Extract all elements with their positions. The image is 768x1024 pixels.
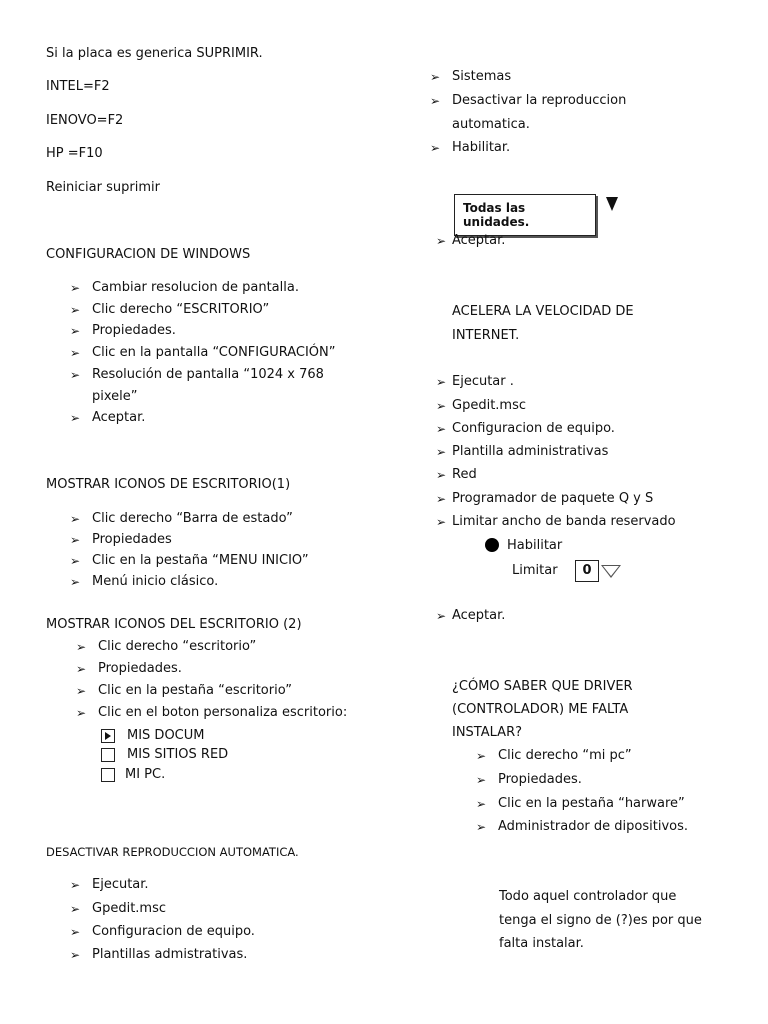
arrow-icon: ➢	[76, 662, 87, 676]
list-item: ➢ Aceptar.	[436, 608, 506, 623]
list-item: ➢ Configuracion de equipo.	[436, 421, 615, 436]
arrow-icon: ➢	[476, 797, 487, 811]
list-item: ➢ Cambiar resolucion de pantalla.	[70, 280, 299, 295]
list-item: ➢ Desactivar la reproduccion	[430, 93, 627, 108]
arrow-icon: ➢	[436, 375, 447, 389]
arrow-icon: ➢	[70, 368, 81, 382]
arrow-icon: ➢	[476, 749, 487, 763]
list-item: ➢ Propiedades.	[70, 323, 176, 338]
checkbox-icon[interactable]	[101, 768, 115, 782]
list-item: ➢ Propiedades.	[76, 661, 182, 676]
arrow-icon: ➢	[436, 468, 447, 482]
section-title: (CONTROLADOR) ME FALTA	[452, 702, 629, 717]
arrow-icon: ➢	[70, 902, 81, 916]
list-item: ➢ Clic en el boton personaliza escritorio:	[76, 705, 348, 720]
list-item: ➢ Aceptar.	[436, 233, 506, 248]
arrow-icon: ➢	[70, 925, 81, 939]
section-title: ACELERA LA VELOCIDAD DE	[452, 304, 634, 319]
arrow-icon: ➢	[430, 70, 441, 84]
list-item: ➢ Clic en la pestaña “escritorio”	[76, 683, 292, 698]
arrow-icon: ➢	[70, 948, 81, 962]
section-title: CONFIGURACION DE WINDOWS	[46, 247, 251, 262]
list-item: ➢ Plantilla administrativas	[436, 444, 609, 459]
list-item: ➢ Clic derecho “mi pc”	[476, 748, 632, 763]
arrow-icon: ➢	[476, 773, 487, 787]
arrow-icon: ➢	[70, 281, 81, 295]
limit-input[interactable]: 0	[575, 560, 599, 582]
list-item: ➢ Resolución de pantalla “1024 x 768	[70, 367, 324, 382]
section-title: MOSTRAR ICONOS DEL ESCRITORIO (2)	[46, 617, 302, 632]
list-item: ➢ Sistemas	[430, 69, 512, 84]
list-item: ➢ Limitar ancho de banda reservado	[436, 514, 676, 529]
arrow-icon: ➢	[70, 324, 81, 338]
arrow-icon: ➢	[430, 94, 441, 108]
section-title: MOSTRAR ICONOS DE ESCRITORIO(1)	[46, 477, 291, 492]
section-title: ¿CÓMO SABER QUE DRIVER	[452, 679, 633, 694]
note-line: falta instalar.	[499, 936, 584, 951]
arrow-icon: ➢	[436, 492, 447, 506]
arrow-icon: ➢	[436, 445, 447, 459]
arrow-icon: ➢	[436, 422, 447, 436]
dropdown-arrow-icon[interactable]	[601, 565, 621, 578]
section-title: INTERNET.	[452, 328, 520, 343]
intro-line: Si la placa es generica SUPRIMIR.	[46, 46, 263, 61]
list-item: ➢ Habilitar.	[430, 140, 511, 155]
list-item: ➢ Propiedades.	[476, 772, 582, 787]
checkbox-icon[interactable]	[101, 748, 115, 762]
list-item-continuation: automatica.	[452, 117, 530, 132]
intro-line: INTEL=F2	[46, 79, 110, 94]
note-line: Todo aquel controlador que	[499, 889, 677, 904]
list-item: ➢ Menú inicio clásico.	[70, 574, 219, 589]
list-item-continuation: pixele”	[92, 389, 138, 404]
arrow-icon: ➢	[436, 609, 447, 623]
arrow-icon: ➢	[70, 575, 81, 589]
arrow-icon: ➢	[436, 234, 447, 248]
list-item: ➢ Clic derecho “escritorio”	[76, 639, 257, 654]
arrow-icon: ➢	[476, 820, 487, 834]
checkbox-mi-pc[interactable]: MI PC.	[101, 766, 165, 784]
list-item: ➢ Propiedades	[70, 532, 172, 547]
checkbox-mis-docum[interactable]: MIS DOCUM	[101, 727, 205, 745]
drive-select[interactable]: Todas las unidades.	[454, 194, 596, 236]
list-item: ➢ Gpedit.msc	[70, 901, 167, 916]
dropdown-arrow-icon[interactable]	[606, 197, 618, 211]
checkbox-checked-icon[interactable]	[101, 729, 115, 743]
list-item: ➢ Plantillas admistrativas.	[70, 947, 248, 962]
checkbox-mis-sitios-red[interactable]: MIS SITIOS RED	[101, 746, 228, 764]
arrow-icon: ➢	[70, 346, 81, 360]
list-item: ➢ Gpedit.msc	[436, 398, 527, 413]
arrow-icon: ➢	[70, 411, 81, 425]
arrow-icon: ➢	[430, 141, 441, 155]
list-item: ➢ Configuracion de equipo.	[70, 924, 255, 939]
arrow-icon: ➢	[70, 878, 81, 892]
list-item: ➢ Ejecutar .	[436, 374, 514, 389]
list-item: ➢ Programador de paquete Q y S	[436, 491, 654, 506]
section-title: DESACTIVAR REPRODUCCION AUTOMATICA.	[46, 845, 299, 859]
arrow-icon: ➢	[70, 533, 81, 547]
list-item: ➢ Clic derecho “Barra de estado”	[70, 511, 293, 526]
intro-line: Reiniciar suprimir	[46, 180, 160, 195]
arrow-icon: ➢	[436, 399, 447, 413]
list-item: ➢ Clic en la pestaña “harware”	[476, 796, 685, 811]
list-item: ➢ Ejecutar.	[70, 877, 149, 892]
intro-line: IENOVO=F2	[46, 113, 124, 128]
arrow-icon: ➢	[70, 512, 81, 526]
section-title: INSTALAR?	[452, 725, 523, 740]
list-item: ➢ Clic en la pantalla “CONFIGURACIÓN”	[70, 345, 336, 360]
arrow-icon: ➢	[76, 684, 87, 698]
list-item: ➢ Administrador de dipositivos.	[476, 819, 689, 834]
radio-label: Habilitar	[507, 538, 563, 553]
list-item: ➢ Clic en la pestaña “MENU INICIO”	[70, 553, 309, 568]
intro-line: HP =F10	[46, 146, 103, 161]
arrow-icon: ➢	[70, 303, 81, 317]
list-item: ➢ Clic derecho “ESCRITORIO”	[70, 302, 270, 317]
list-item: ➢ Red	[436, 467, 477, 482]
list-item: ➢ Aceptar.	[70, 410, 146, 425]
arrow-icon: ➢	[76, 706, 87, 720]
arrow-icon: ➢	[70, 554, 81, 568]
arrow-icon: ➢	[76, 640, 87, 654]
limit-label: Limitar	[512, 563, 558, 578]
radio-selected-icon[interactable]	[485, 538, 499, 552]
arrow-icon: ➢	[436, 515, 447, 529]
note-line: tenga el signo de (?)es por que	[499, 913, 702, 928]
